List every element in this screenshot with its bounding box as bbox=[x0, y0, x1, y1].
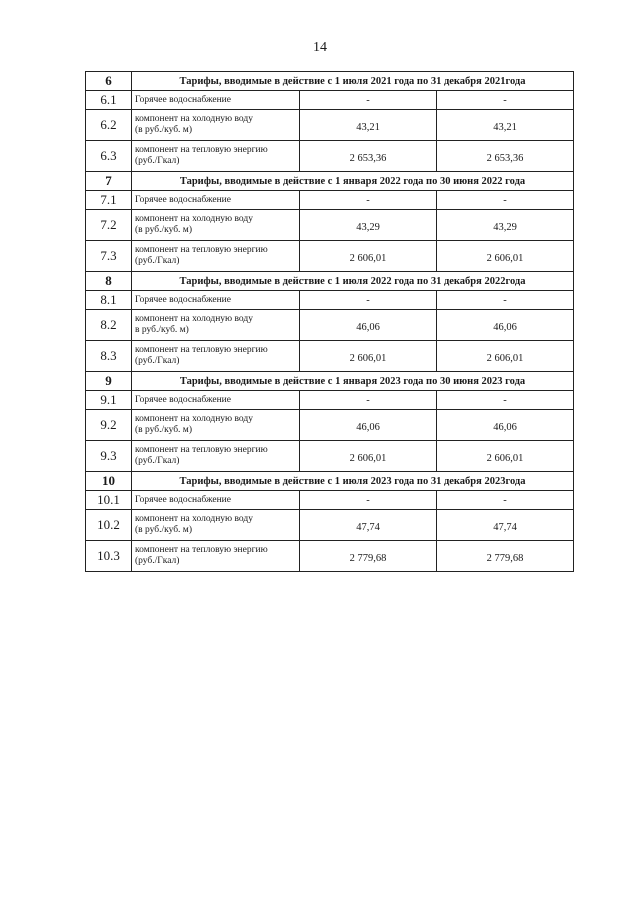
row-number: 6.1 bbox=[86, 91, 132, 110]
row-name-line: компонент на тепловую энергию bbox=[135, 345, 268, 355]
value-cell-1: 47,74 bbox=[300, 510, 437, 541]
row-name bbox=[132, 441, 300, 472]
value-cell-2: - bbox=[437, 191, 574, 210]
value-cell-2: 46,06 bbox=[437, 310, 574, 341]
row-number: 10.1 bbox=[86, 491, 132, 510]
row-name bbox=[132, 91, 300, 110]
value-cell-1: 46,06 bbox=[300, 410, 437, 441]
section-number: 9 bbox=[86, 372, 132, 391]
tariff-table-body bbox=[86, 72, 574, 572]
row-name-line: компонент на холодную воду bbox=[135, 314, 253, 324]
section-header-row bbox=[86, 172, 574, 191]
row-number: 9.2 bbox=[86, 410, 132, 441]
row-name-line: (в руб./куб. м) bbox=[135, 125, 192, 135]
row-name-line: (руб./Гкал) bbox=[135, 256, 180, 266]
section-header-row bbox=[86, 472, 574, 491]
value-cell-2: 2 779,68 bbox=[437, 541, 574, 572]
table-row bbox=[86, 291, 574, 310]
row-number: 7.1 bbox=[86, 191, 132, 210]
section-header-row bbox=[86, 72, 574, 91]
value-cell-2: - bbox=[437, 91, 574, 110]
section-title: Тарифы, вводимые в действие с 1 июля 2023 года по 31 декабря 2023года bbox=[132, 472, 574, 491]
value-cell-2: 43,29 bbox=[437, 210, 574, 241]
row-name-line: компонент на холодную воду bbox=[135, 114, 253, 124]
value-cell-2: 2 606,01 bbox=[437, 241, 574, 272]
row-name-line: в руб./куб. м) bbox=[135, 325, 189, 335]
table-row bbox=[86, 491, 574, 510]
row-name bbox=[132, 191, 300, 210]
row-name bbox=[132, 310, 300, 341]
value-cell-2: 2 606,01 bbox=[437, 341, 574, 372]
row-number: 10.3 bbox=[86, 541, 132, 572]
table-row bbox=[86, 191, 574, 210]
page-number: 14 bbox=[313, 40, 327, 55]
value-cell-2: - bbox=[437, 291, 574, 310]
row-name-line: компонент на тепловую энергию bbox=[135, 145, 268, 155]
table-row bbox=[86, 410, 574, 441]
row-number: 8.2 bbox=[86, 310, 132, 341]
row-name-line: Горячее водоснабжение bbox=[135, 194, 231, 205]
row-number: 7.3 bbox=[86, 241, 132, 272]
row-name bbox=[132, 541, 300, 572]
value-cell-1: - bbox=[300, 91, 437, 110]
row-name bbox=[132, 491, 300, 510]
row-number: 8.1 bbox=[86, 291, 132, 310]
value-cell-2: 2 606,01 bbox=[437, 441, 574, 472]
tariff-table bbox=[85, 71, 574, 572]
row-name-line: (в руб./куб. м) bbox=[135, 225, 192, 235]
table-row bbox=[86, 210, 574, 241]
value-cell-1: - bbox=[300, 191, 437, 210]
row-number: 7.2 bbox=[86, 210, 132, 241]
section-header-row bbox=[86, 272, 574, 291]
section-number: 10 bbox=[86, 472, 132, 491]
table-row bbox=[86, 441, 574, 472]
value-cell-1: 2 606,01 bbox=[300, 441, 437, 472]
row-name-line: компонент на холодную воду bbox=[135, 214, 253, 224]
table-row bbox=[86, 141, 574, 172]
row-name-line: Горячее водоснабжение bbox=[135, 294, 231, 305]
value-cell-2: - bbox=[437, 491, 574, 510]
section-title: Тарифы, вводимые в действие с 1 июля 2022 года по 31 декабря 2022года bbox=[132, 272, 574, 291]
section-title: Тарифы, вводимые в действие с 1 января 2022 года по 30 июня 2022 года bbox=[132, 172, 574, 191]
row-name-line: компонент на тепловую энергию bbox=[135, 245, 268, 255]
value-cell-2: 2 653,36 bbox=[437, 141, 574, 172]
row-name bbox=[132, 291, 300, 310]
row-name-line: Горячее водоснабжение bbox=[135, 94, 231, 105]
row-name bbox=[132, 241, 300, 272]
row-name-line: (в руб./куб. м) bbox=[135, 425, 192, 435]
value-cell-1: - bbox=[300, 391, 437, 410]
row-name-line: (руб./Гкал) bbox=[135, 156, 180, 166]
row-number: 9.3 bbox=[86, 441, 132, 472]
row-name bbox=[132, 210, 300, 241]
row-number: 6.3 bbox=[86, 141, 132, 172]
section-header-row bbox=[86, 372, 574, 391]
row-name-line: компонент на тепловую энергию bbox=[135, 445, 268, 455]
section-number: 8 bbox=[86, 272, 132, 291]
row-name-line: (руб./Гкал) bbox=[135, 556, 180, 566]
row-number: 8.3 bbox=[86, 341, 132, 372]
row-number: 6.2 bbox=[86, 110, 132, 141]
row-name-line: (руб./Гкал) bbox=[135, 356, 180, 366]
value-cell-2: 46,06 bbox=[437, 410, 574, 441]
table-row bbox=[86, 391, 574, 410]
row-name-line: компонент на холодную воду bbox=[135, 514, 253, 524]
value-cell-1: 43,21 bbox=[300, 110, 437, 141]
value-cell-1: 2 779,68 bbox=[300, 541, 437, 572]
row-name-line: Горячее водоснабжение bbox=[135, 394, 231, 405]
row-name bbox=[132, 110, 300, 141]
value-cell-2: 47,74 bbox=[437, 510, 574, 541]
row-number: 10.2 bbox=[86, 510, 132, 541]
section-number: 6 bbox=[86, 72, 132, 91]
value-cell-1: - bbox=[300, 291, 437, 310]
section-title: Тарифы, вводимые в действие с 1 января 2023 года по 30 июня 2023 года bbox=[132, 372, 574, 391]
row-name-line: (руб./Гкал) bbox=[135, 456, 180, 466]
section-number: 7 bbox=[86, 172, 132, 191]
row-number: 9.1 bbox=[86, 391, 132, 410]
table-row bbox=[86, 310, 574, 341]
row-name bbox=[132, 510, 300, 541]
table-row bbox=[86, 91, 574, 110]
row-name bbox=[132, 391, 300, 410]
table-row bbox=[86, 341, 574, 372]
table-row bbox=[86, 110, 574, 141]
row-name-line: (в руб./куб. м) bbox=[135, 525, 192, 535]
row-name bbox=[132, 410, 300, 441]
row-name bbox=[132, 141, 300, 172]
value-cell-2: 43,21 bbox=[437, 110, 574, 141]
value-cell-1: - bbox=[300, 491, 437, 510]
table-row bbox=[86, 510, 574, 541]
value-cell-1: 43,29 bbox=[300, 210, 437, 241]
row-name-line: компонент на холодную воду bbox=[135, 414, 253, 424]
value-cell-1: 2 606,01 bbox=[300, 241, 437, 272]
row-name bbox=[132, 341, 300, 372]
value-cell-1: 46,06 bbox=[300, 310, 437, 341]
value-cell-1: 2 653,36 bbox=[300, 141, 437, 172]
value-cell-1: 2 606,01 bbox=[300, 341, 437, 372]
table-row bbox=[86, 541, 574, 572]
row-name-line: Горячее водоснабжение bbox=[135, 494, 231, 505]
section-title: Тарифы, вводимые в действие с 1 июля 2021 года по 31 декабря 2021года bbox=[132, 72, 574, 91]
value-cell-2: - bbox=[437, 391, 574, 410]
row-name-line: компонент на тепловую энергию bbox=[135, 545, 268, 555]
table-row bbox=[86, 241, 574, 272]
